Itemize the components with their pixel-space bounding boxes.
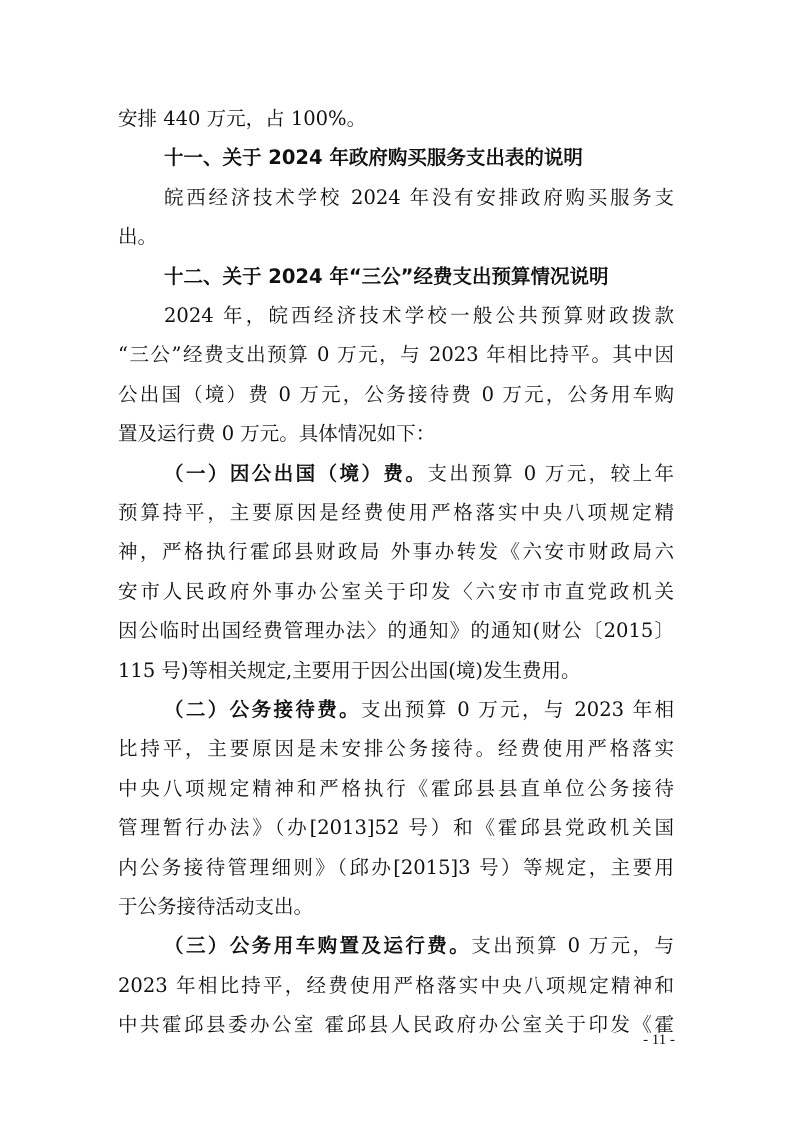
text-line: 安市人民政府外事办公室关于印发〈六安市市直党政机关 <box>118 579 674 603</box>
text-line: 2023 年相比持平，经费使用严格落实中央八项规定精神和 <box>118 973 674 997</box>
text-line: 2024 年，皖西经济技术学校一般公共预算财政拨款 <box>164 304 674 327</box>
text-line: 中共霍邱县委办公室 霍邱县人民政府办公室关于印发《霍 <box>118 1013 674 1037</box>
text-line: 中央八项规定精神和严格执行《霍邱县县直单位公务接待 <box>118 776 674 800</box>
subsection-vehicles <box>164 933 674 959</box>
text-line: 115 号)等相关规定,主要用于因公出国(境)发生费用。 <box>118 658 581 682</box>
subsection-title: （二）公务接待费。 <box>164 698 362 721</box>
text-line: 置及运行费 0 万元。具体情况如下： <box>118 422 436 446</box>
subsection-title: （一）因公出国（境）费。 <box>164 461 428 485</box>
page-number: - 11 - <box>643 1032 675 1048</box>
text-line: 出。 <box>118 225 158 249</box>
text-line: 比持平，主要原因是未安排公务接待。经费使用严格落实 <box>118 737 674 761</box>
subsection-text: 支出预算 0 万元，较上年 <box>427 461 674 485</box>
text-line: “三公”经费支出预算 0 万元，与 2023 年相比持平。其中因 <box>118 343 674 367</box>
text-line: 于公务接待活动支出。 <box>118 895 314 918</box>
text-line: 公出国（境）费 0 万元，公务接待费 0 万元，公务用车购 <box>118 382 674 406</box>
section-heading-12: 十二、关于 2024 年“三公”经费支出预算情况说明 <box>164 264 609 288</box>
subsection-text: 支出预算 0 万元，与 2023 年相 <box>361 698 674 721</box>
text-line: 管理暂行办法》（办[2013]52 号）和《霍邱县党政机关国 <box>118 816 674 840</box>
subsection-travel-abroad <box>164 461 674 487</box>
subsection-text: 支出预算 0 万元，与 <box>471 934 674 958</box>
text-line: 预算持平，主要原因是经费使用严格落实中央八项规定精 <box>118 501 674 524</box>
text-line: 神，严格执行霍邱县财政局 外事办转发《六安市财政局六 <box>118 540 674 564</box>
text-line: 内公务接待管理细则》（邱办[2015]3 号）等规定，主要用 <box>118 855 674 879</box>
text-line: 皖西经济技术学校 2024 年没有安排政府购买服务支 <box>164 185 674 209</box>
section-heading-11: 十一、关于 2024 年政府购买服务支出表的说明 <box>164 146 583 170</box>
text-line: 安排 440 万元，占 100%。 <box>118 107 367 130</box>
text-line: 因公临时出国经费管理办法〉的通知》的通知(财公〔2015〕 <box>118 619 674 643</box>
subsection-title: （三）公务用车购置及运行费。 <box>164 934 472 958</box>
subsection-reception <box>164 697 674 723</box>
